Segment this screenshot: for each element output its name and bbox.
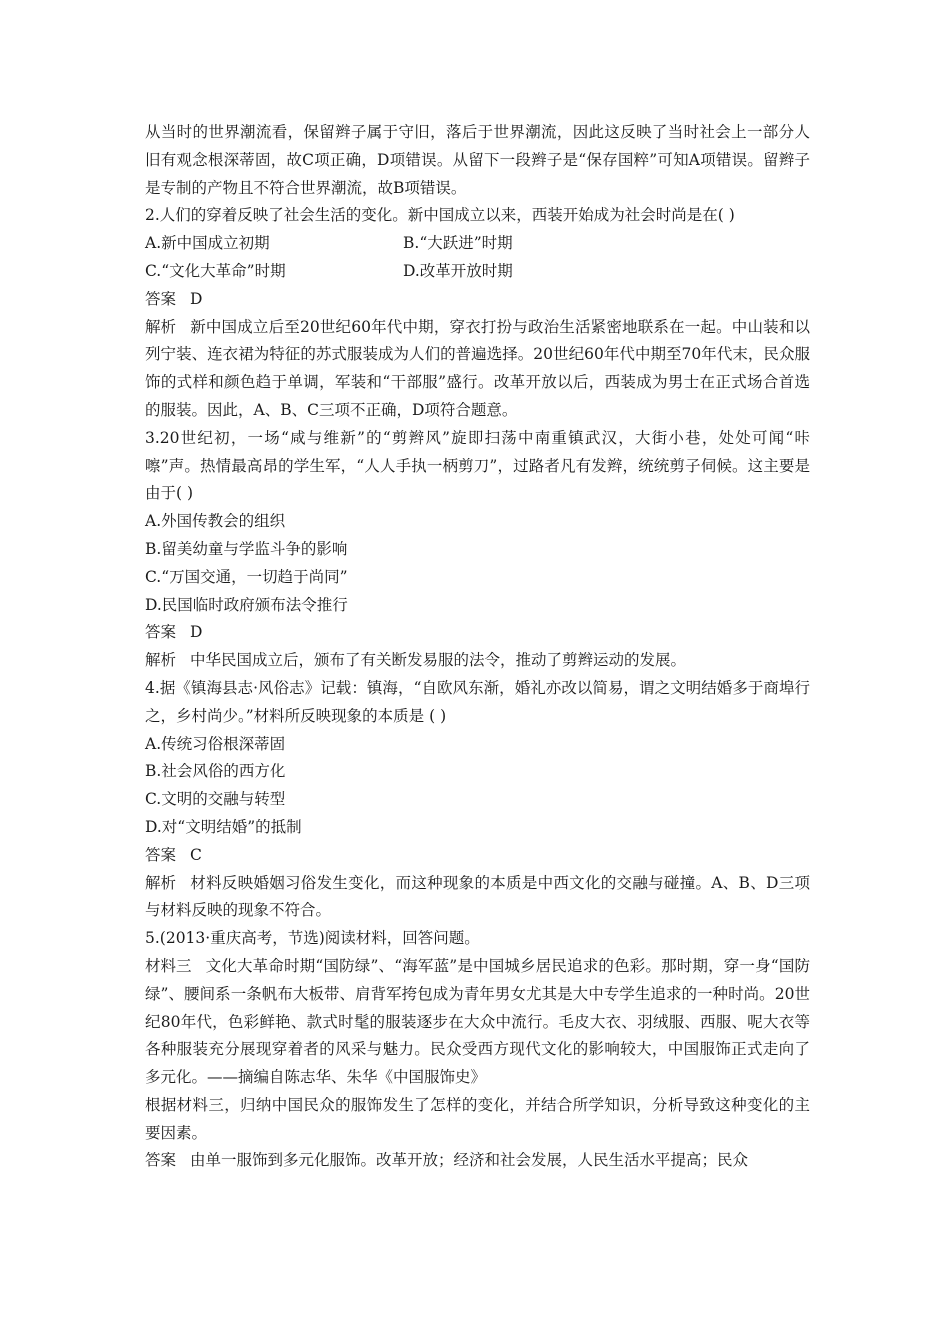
question-5-prompt: 根据材料三，归纳中国民众的服饰发生了怎样的变化，并结合所学知识，分析导致这种变化的主要因素。 (145, 1095, 810, 1142)
question-5 (145, 925, 810, 1175)
question-5-material (145, 953, 810, 1092)
answer-value: D (190, 623, 203, 642)
question-3-analysis (145, 647, 810, 675)
question-3-answer (145, 619, 810, 647)
question-2-option-c: C.“文化大革命”时期 (145, 261, 286, 280)
answer-value: D (190, 289, 203, 308)
question-4 (145, 675, 810, 925)
question-4-option-c: C.文明的交融与转型 (145, 790, 286, 809)
analysis-text: 中华民国成立后，颁布了有关断发易服的法令，推动了剪辫运动的发展。 (190, 651, 687, 670)
analysis-label: 解析 (145, 873, 177, 892)
analysis-text: 新中国成立后至20世纪60年代中期，穿衣打扮与政治生活紧密地联系在一起。中山装和以列宁装、连衣裙为特征的苏式服装成为人们的普遍选择。20世纪60年代中期至70年代末，民众服饰的式样和颜色趋于单调，军装和“干部服”盛行。改革开放以后，西装成为男士在正式场合首选的服装。因此，A、B、C三项不正确，D项符合题意。 (145, 317, 810, 419)
question-2-option-d: D.改革开放时期 (403, 261, 513, 280)
question-4-answer (145, 842, 810, 870)
answer-label: 答案 (145, 1151, 177, 1170)
analysis-text: 材料反映婚姻习俗发生变化，而这种现象的本质是中西文化的交融与碰撞。A、B、D三项与材料反映的现象不符合。 (145, 873, 810, 920)
question-4-stem: 4.据《镇海县志·风俗志》记载：镇海，“自欧风东渐，婚礼亦改以简易，谓之文明结婚多于商埠行之，乡村尚少。”材料所反映现象的本质是 ( ) (145, 678, 810, 725)
question-4-option-b: B.社会风俗的西方化 (145, 762, 286, 781)
answer-label: 答案 (145, 289, 177, 308)
question-2-analysis (145, 314, 810, 425)
question-4-option-d: D.对“文明结婚”的抵制 (145, 817, 302, 836)
question-3-option-c: C.“万国交通，一切趋于尚同” (145, 567, 348, 586)
question-2-answer (145, 286, 810, 314)
answer-label: 答案 (145, 623, 177, 642)
question-2-options-row-1 (145, 230, 810, 258)
question-3-option-b: B.留美幼童与学监斗争的影响 (145, 539, 348, 558)
material-label: 材料三 (145, 956, 192, 975)
question-4-analysis (145, 870, 810, 926)
answer-value: C (190, 845, 202, 864)
question-2-option-a: A.新中国成立初期 (145, 234, 270, 253)
question-3-stem: 3.20世纪初，一场“咸与维新”的“剪辫风”旋即扫荡中南重镇武汉，大街小巷，处处可闻“咔嚓”声。热情最高昂的学生军，“人人手执一柄剪刀”，过路者凡有发辫，统统剪子伺候。这主要是由于( ) (145, 428, 810, 503)
question-2-options-row-2 (145, 258, 810, 286)
analysis-label: 解析 (145, 651, 177, 670)
question-2 (145, 202, 810, 424)
answer-label: 答案 (145, 845, 177, 864)
document-page (145, 119, 810, 1175)
material-text: 文化大革命时期“国防绿”、“海军蓝”是中国城乡居民追求的色彩。那时期，穿一身“国防绿”、腰间系一条帆布大板带、肩背军挎包成为青年男女尤其是大中专学生追求的一种时尚。20世纪80年代，色彩鲜艳、款式时髦的服装逐步在大众中流行。毛皮大衣、羽绒服、西服、呢大衣等各种服装充分展现穿着者的风采与魅力。民众受西方现代文化的影响较大，中国服饰正式走向了多元化。——摘编自陈志华、朱华《中国服饰史》 (145, 956, 810, 1087)
question-5-stem: 5.(2013·重庆高考，节选)阅读材料，回答问题。 (145, 929, 480, 948)
question-3-option-a: A.外国传教会的组织 (145, 512, 286, 531)
question-2-option-b: B.“大跃进”时期 (403, 234, 513, 253)
question-3-option-d: D.民国临时政府颁布法令推行 (145, 595, 348, 614)
question-2-stem: 2.人们的穿着反映了社会生活的变化。新中国成立以来，西装开始成为社会时尚是在( ) (145, 206, 735, 225)
question-4-option-a: A.传统习俗根深蒂固 (145, 734, 286, 753)
intro-paragraph: 从当时的世界潮流看，保留辫子属于守旧，落后于世界潮流，因此这反映了当时社会上一部分人旧有观念根深蒂固，故C项正确，D项错误。从留下一段辫子是“保存国粹”可知A项错误。留辫子是专制的产物且不符合世界潮流，故B项错误。 (145, 123, 810, 197)
answer-value: 由单一服饰到多元化服饰。改革开放；经济和社会发展，人民生活水平提高；民众 (190, 1151, 749, 1170)
question-3 (145, 425, 810, 675)
question-5-answer (145, 1147, 810, 1175)
analysis-label: 解析 (145, 317, 177, 336)
